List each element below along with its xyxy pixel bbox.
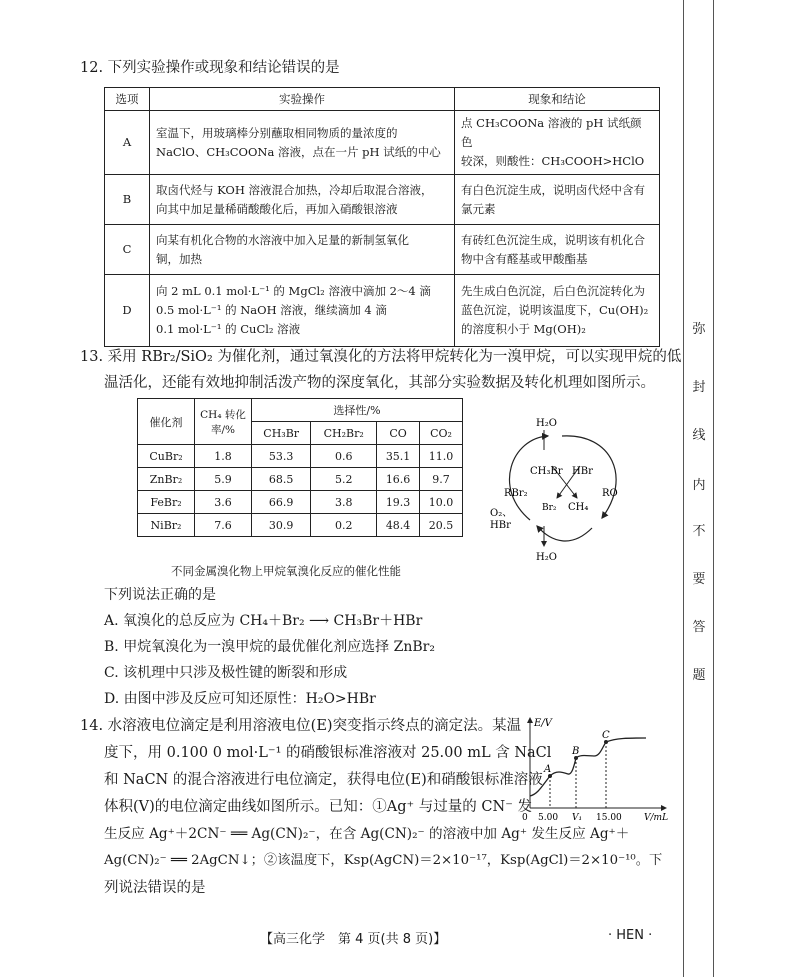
q14-line-3: 和 NaCN 的混合溶液进行电位滴定，获得电位(E)和硝酸银标准溶液	[104, 772, 543, 788]
q12-res-line: 氯元素	[461, 201, 496, 216]
q13-table-caption: 不同金属溴化物上甲烷氧溴化反应的催化性能	[171, 564, 401, 578]
table-cell: 1.8	[195, 445, 252, 468]
seal-char: 答	[692, 620, 706, 635]
table-row	[138, 468, 463, 491]
q12-row-a	[105, 111, 660, 175]
seal-char: 封	[692, 380, 706, 395]
q14-line-1: 14. 水溶液电位滴定是利用溶液电位(E)突变指示终点的滴定法。某温	[80, 718, 522, 734]
table-row	[138, 445, 463, 468]
q12-op-line: 取卤代烃与 KOH 溶液混合加热，冷却后取混合溶液，	[156, 182, 433, 197]
label-hbr: HBr	[572, 466, 593, 477]
q13-header-co2: CO₂	[420, 422, 463, 445]
seal-line-outer	[713, 0, 714, 977]
q12-res-line: 先生成白色沉淀，后白色沉淀转化为	[461, 284, 645, 298]
label-o2: O₂、	[490, 508, 513, 519]
label-h2o-bottom: H₂O	[536, 552, 557, 563]
cycle-arc-bottom	[537, 526, 592, 541]
q12-op-line: 向某有机化合物的水溶液中加入足量的新制氢氧化	[156, 232, 409, 247]
table-cell: 3.6	[195, 491, 252, 514]
table-cell: ZnBr₂	[138, 468, 195, 491]
seal-char: 内	[692, 478, 706, 493]
table-cell: 0.2	[311, 514, 377, 537]
table-cell: FeBr₂	[138, 491, 195, 514]
q12-op-line: 0.5 mol·L⁻¹ 的 NaOH 溶液，继续滴加 4 滴	[156, 303, 387, 317]
q13-option-d: D. 由图中涉及反应可知还原性：H₂O>HBr	[104, 691, 376, 707]
table-cell: 20.5	[420, 514, 463, 537]
q12-row-b	[105, 175, 660, 225]
chart-origin: 0	[522, 813, 528, 823]
table-cell: 3.8	[311, 491, 377, 514]
seal-char: 要	[692, 572, 706, 587]
seal-char: 不	[692, 524, 706, 539]
page-footer: 【高三化学 第 4 页(共 8 页)】	[260, 932, 447, 947]
label-rbr2: RBr₂	[504, 488, 528, 499]
q14-line-2: 度下，用 0.100 0 mol·L⁻¹ 的硝酸银标准溶液对 25.00 mL 含 NaCl	[104, 745, 552, 761]
q12-option: D	[105, 275, 150, 347]
table-cell: 68.5	[252, 468, 311, 491]
label-hbr-in: HBr	[490, 520, 511, 531]
table-cell: 35.1	[377, 445, 420, 468]
q12-op-line: 向 2 mL 0.1 mol·L⁻¹ 的 MgCl₂ 溶液中滴加 2～4 滴	[156, 284, 431, 298]
chart-label-c: C	[602, 730, 610, 741]
q12-res-line: 蓝色沉淀，说明该温度下，Cu(OH)₂	[461, 303, 649, 317]
label-br2: Br₂	[542, 503, 557, 513]
table-cell: 53.3	[252, 445, 311, 468]
chart-label-b: B	[572, 746, 580, 757]
q13-intro-line-2: 温活化，还能有效地抑制活泼产物的深度氧化，其部分实验数据及转化机理如图所示。	[104, 375, 655, 391]
seal-char: 线	[692, 428, 706, 443]
q12-op-line: 向其中加足量稀硝酸酸化后，再加入硝酸银溶液	[156, 201, 398, 216]
q12-header-result: 现象和结论	[455, 88, 660, 111]
q13-mechanism-diagram	[482, 408, 652, 568]
q12-title: 12. 下列实验操作或现象和结论错误的是	[80, 60, 340, 76]
q12-option: C	[105, 225, 150, 275]
q12-res-line: 有砖红色沉淀生成，说明该有机化合	[461, 232, 645, 247]
q13-option-b: B. 甲烷氧溴化为一溴甲烷的最优催化剂应选择 ZnBr₂	[104, 639, 435, 655]
q13-table	[137, 398, 463, 537]
q12-res-line: 有白色沉淀生成，说明卤代烃中含有	[461, 182, 645, 197]
q12-op-line: 室温下，用玻璃棒分别蘸取相同物质的量浓度的	[156, 125, 398, 140]
q13-header-catalyst: 催化剂	[138, 399, 195, 445]
q12-row-d	[105, 275, 660, 347]
table-cell: 0.6	[311, 445, 377, 468]
q13-stem: 下列说法正确的是	[104, 587, 216, 603]
q12-res-line: 的溶度积小于 Mg(OH)₂	[461, 322, 586, 336]
q13-header-ch3br: CH₃Br	[252, 422, 311, 445]
q12-header-operation: 实验操作	[150, 88, 455, 111]
chart-xlabel: V/mL	[644, 813, 669, 823]
label-ch4: CH₄	[568, 502, 589, 513]
chart-tick-5: 5.00	[538, 813, 559, 823]
q14-line-5: 生反应 Ag⁺＋2CN⁻ ══ Ag(CN)₂⁻，在含 Ag(CN)₂⁻ 的溶液中加 Ag⁺ 发生反应 Ag⁺＋	[104, 826, 630, 842]
q14-line-4: 体积(V)的电位滴定曲线如图所示。已知：①Ag⁺ 与过量的 CN⁻ 发	[104, 799, 532, 815]
table-cell: 30.9	[252, 514, 311, 537]
table-cell: 11.0	[420, 445, 463, 468]
q12-header-option: 选项	[105, 88, 150, 111]
q13-header-co: CO	[377, 422, 420, 445]
footer-code: · HEN ·	[608, 928, 653, 943]
table-cell: 16.6	[377, 468, 420, 491]
q12-op-line: 0.1 mol·L⁻¹ 的 CuCl₂ 溶液	[156, 322, 301, 336]
chart-label-a: A	[544, 764, 552, 775]
table-cell: 5.2	[311, 468, 377, 491]
q12-res-line: 较深，则酸性：CH₃COOH>HClO	[461, 154, 645, 168]
q14-line-7: 列说法错误的是	[104, 880, 206, 896]
table-cell: 5.9	[195, 468, 252, 491]
q13-option-a: A. 氧溴化的总反应为 CH₄＋Br₂ ⟶ CH₃Br＋HBr	[104, 613, 423, 629]
q12-option: A	[105, 111, 150, 175]
seal-line-inner	[683, 0, 684, 977]
table-cell: 10.0	[420, 491, 463, 514]
table-row	[138, 514, 463, 537]
q13-header-selectivity: 选择性/%	[252, 399, 463, 422]
table-cell: 66.9	[252, 491, 311, 514]
label-ro: RO	[602, 488, 618, 499]
q14-line-6: Ag(CN)₂⁻ ══ 2AgCN↓；②该温度下，Ksp(AgCN)＝2×10⁻¹⁷，Ksp(AgCl)＝2×10⁻¹⁰。下	[104, 853, 663, 868]
chart-tick-15: 15.00	[596, 813, 622, 823]
table-cell: 7.6	[195, 514, 252, 537]
q14-titration-chart	[516, 714, 676, 826]
q12-op-line: 铜，加热	[156, 251, 202, 266]
chart-tick-v1: V₁	[572, 813, 583, 823]
table-row	[138, 491, 463, 514]
q12-op-line: NaClO、CH₃COONa 溶液，点在一片 pH 试纸的中心	[156, 144, 441, 159]
q13-header-conversion: CH₄ 转化率/%	[195, 399, 252, 445]
table-cell: 9.7	[420, 468, 463, 491]
chart-ylabel: E/V	[534, 718, 552, 729]
q13-intro-line-1: 13. 采用 RBr₂/SiO₂ 为催化剂，通过氧溴化的方法将甲烷转化为一溴甲烷，可以实现甲烷的低	[80, 349, 682, 365]
q12-option: B	[105, 175, 150, 225]
table-cell: CuBr₂	[138, 445, 195, 468]
q12-res-line: 点 CH₃COONa 溶液的 pH 试纸颜色	[461, 116, 642, 149]
q12-row-c	[105, 225, 660, 275]
q13-option-c: C. 该机理中只涉及极性键的断裂和形成	[104, 665, 348, 681]
table-cell: NiBr₂	[138, 514, 195, 537]
label-ch3br: CH₃Br	[530, 466, 563, 477]
table-cell: 48.4	[377, 514, 420, 537]
q12-table	[104, 87, 660, 347]
q12-res-line: 物中含有醛基或甲酸酯基	[461, 251, 588, 266]
label-h2o-top: H₂O	[536, 418, 557, 429]
table-cell: 19.3	[377, 491, 420, 514]
q13-header-ch2br2: CH₂Br₂	[311, 422, 377, 445]
seal-char: 题	[692, 668, 706, 683]
seal-char: 弥	[692, 322, 706, 337]
